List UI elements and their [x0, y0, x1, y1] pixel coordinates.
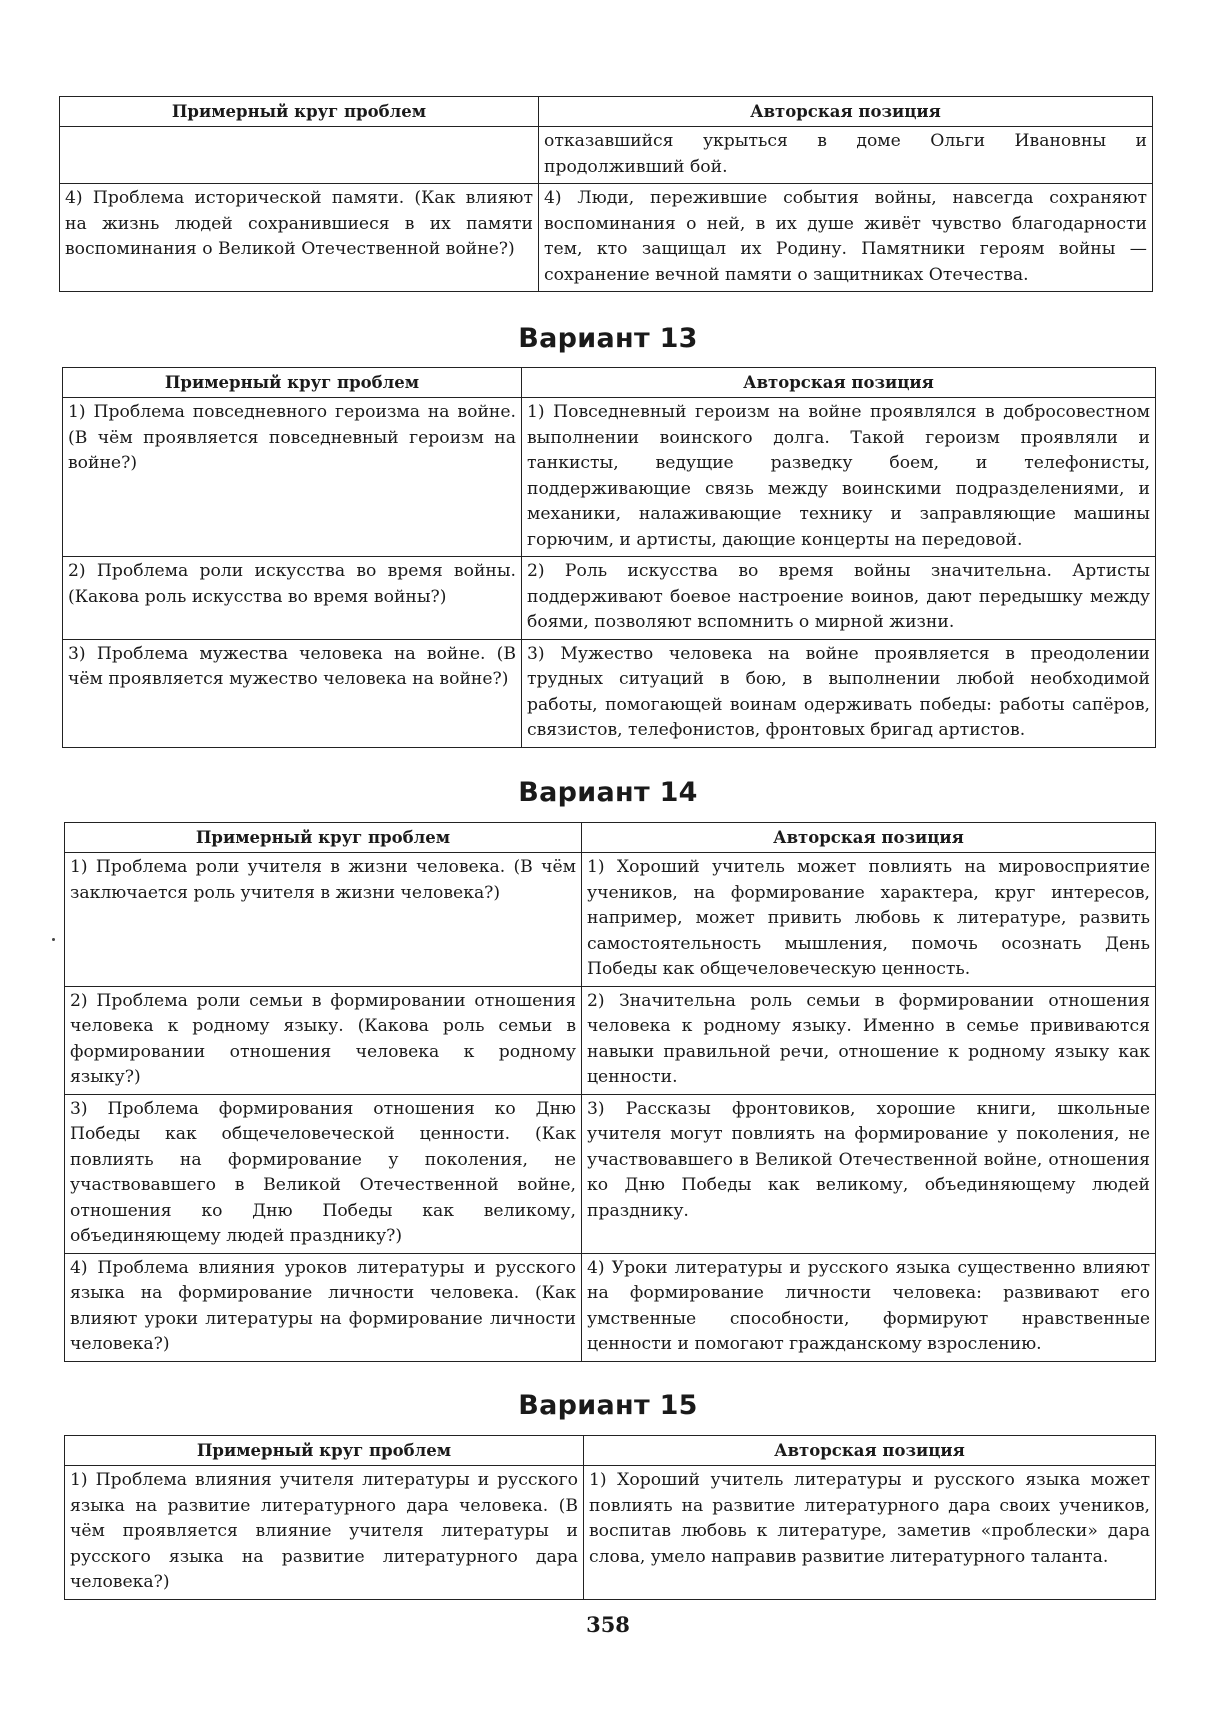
header-author-position: Авторская позиция: [539, 97, 1153, 127]
problem-cell: 3) Проблема формирования отношения ко Дню Победы как общечеловеческой ценности. (Как повлиять на формирование у поколения, не участвовавшего в Великой Отечественной войне, отношения ко Дню Победы как великому, объединяющему людей празднику?): [65, 1094, 582, 1253]
variant-15-title: Вариант 15: [518, 1390, 698, 1421]
position-cell: 4) Уроки литературы и русского языка существенно влияют на формирование личности человека: развивают его умственные способности, формируют нравственные ценности и помогают гражданскому взрослению.: [582, 1253, 1156, 1361]
table-row: [63, 639, 1156, 747]
header-author-position: Авторская позиция: [522, 368, 1156, 398]
position-cell: 1) Хороший учитель может повлиять на мировосприятие учеников, на формирование характера, круг интересов, например, может привить любовь к литературе, развить самостоятельность мышления, помочь осознать День Победы как общечеловеческую ценность.: [582, 853, 1156, 987]
table-row: [63, 398, 1156, 557]
table-row: [65, 1253, 1156, 1361]
header-author-position: Авторская позиция: [582, 823, 1156, 853]
header-author-position: Авторская позиция: [584, 1436, 1156, 1466]
table-variant-15: [64, 1435, 1156, 1600]
scan-speck: [52, 938, 55, 941]
table-header-row: [65, 823, 1156, 853]
position-cell: 1) Хороший учитель литературы и русского языка может повлиять на развитие литературного дара своих учеников, воспитав любовь к литературе, заметив «проблески» дара слова, умело направив развитие литературного таланта.: [584, 1466, 1156, 1600]
table-row: [65, 853, 1156, 987]
table-variant-14: [64, 822, 1156, 1362]
position-cell: отказавшийся укрыться в доме Ольги Ивановны и продолживший бой.: [539, 127, 1153, 184]
position-cell: 3) Мужество человека на войне проявляется в преодолении трудных ситуаций в бою, в выполнении любой необходимой работы, помогающей воинам одерживать победы: работы сапёров, связистов, телефонистов, фронтовых бригад артистов.: [522, 639, 1156, 747]
table-row: [65, 986, 1156, 1094]
page-number: 358: [586, 1612, 630, 1637]
position-cell: 4) Люди, пережившие события войны, навсегда сохраняют воспоминания о ней, в их душе живёт чувство благодарности тем, кто защищал их Родину. Памятники героям войны — сохранение вечной памяти о защитниках Отечества.: [539, 184, 1153, 292]
problem-cell: 1) Проблема влияния учителя литературы и русского языка на развитие литературного дара человека. (В чём проявляется влияние учителя литературы и русского языка на развитие литературного дара человека?): [65, 1466, 584, 1600]
problem-cell: 4) Проблема влияния уроков литературы и русского языка на формирование личности человека. (Как влияют уроки литературы на формирование личности человека?): [65, 1253, 582, 1361]
table-row: [65, 1094, 1156, 1253]
table-continuation: [59, 96, 1153, 292]
problem-cell: 2) Проблема роли семьи в формировании отношения человека к родному языку. (Какова роль семьи в формировании отношения человека к родному языку?): [65, 986, 582, 1094]
table-row: [65, 1466, 1156, 1600]
problem-cell: 3) Проблема мужества человека на войне. (В чём проявляется мужество человека на войне?): [63, 639, 522, 747]
problem-cell: [60, 127, 539, 184]
problem-cell: 1) Проблема повседневного героизма на войне. (В чём проявляется повседневный героизм на войне?): [63, 398, 522, 557]
table-header-row: [63, 368, 1156, 398]
table-header-row: [60, 97, 1153, 127]
table-variant-13: [62, 367, 1156, 748]
problem-cell: 2) Проблема роли искусства во время войны. (Какова роль искусства во время войны?): [63, 557, 522, 640]
header-problems: Примерный круг проблем: [63, 368, 522, 398]
position-cell: 1) Повседневный героизм на войне проявлялся в добросовестном выполнении воинского долга. Такой героизм проявляли и танкисты, ведущие разведку боем, и телефонисты, поддерживающие связь между воинскими подразделениями, и механики, налаживающие технику и заправляющие машины горючим, и артисты, дающие концерты на передовой.: [522, 398, 1156, 557]
header-problems: Примерный круг проблем: [60, 97, 539, 127]
position-cell: 2) Роль искусства во время войны значительна. Артисты поддерживают боевое настроение воинов, дают передышку между боями, позволяют вспомнить о мирной жизни.: [522, 557, 1156, 640]
table-row: [63, 557, 1156, 640]
header-problems: Примерный круг проблем: [65, 823, 582, 853]
variant-13-title: Вариант 13: [518, 323, 698, 354]
problem-cell: 1) Проблема роли учителя в жизни человека. (В чём заключается роль учителя в жизни человека?): [65, 853, 582, 987]
header-problems: Примерный круг проблем: [65, 1436, 584, 1466]
problem-cell: 4) Проблема исторической памяти. (Как влияют на жизнь людей сохранившиеся в их памяти воспоминания о Великой Отечественной войне?): [60, 184, 539, 292]
position-cell: 3) Рассказы фронтовиков, хорошие книги, школьные учителя могут повлиять на формирование у поколения, не участвовавшего в Великой Отечественной войне, отношения ко Дню Победы как великому, объединяющему людей празднику.: [582, 1094, 1156, 1253]
position-cell: 2) Значительна роль семьи в формировании отношения человека к родному языку. Именно в семье прививаются навыки правильной речи, отношение к родному языку как ценности.: [582, 986, 1156, 1094]
table-row: [60, 184, 1153, 292]
table-row: [60, 127, 1153, 184]
variant-14-title: Вариант 14: [518, 777, 698, 808]
table-header-row: [65, 1436, 1156, 1466]
